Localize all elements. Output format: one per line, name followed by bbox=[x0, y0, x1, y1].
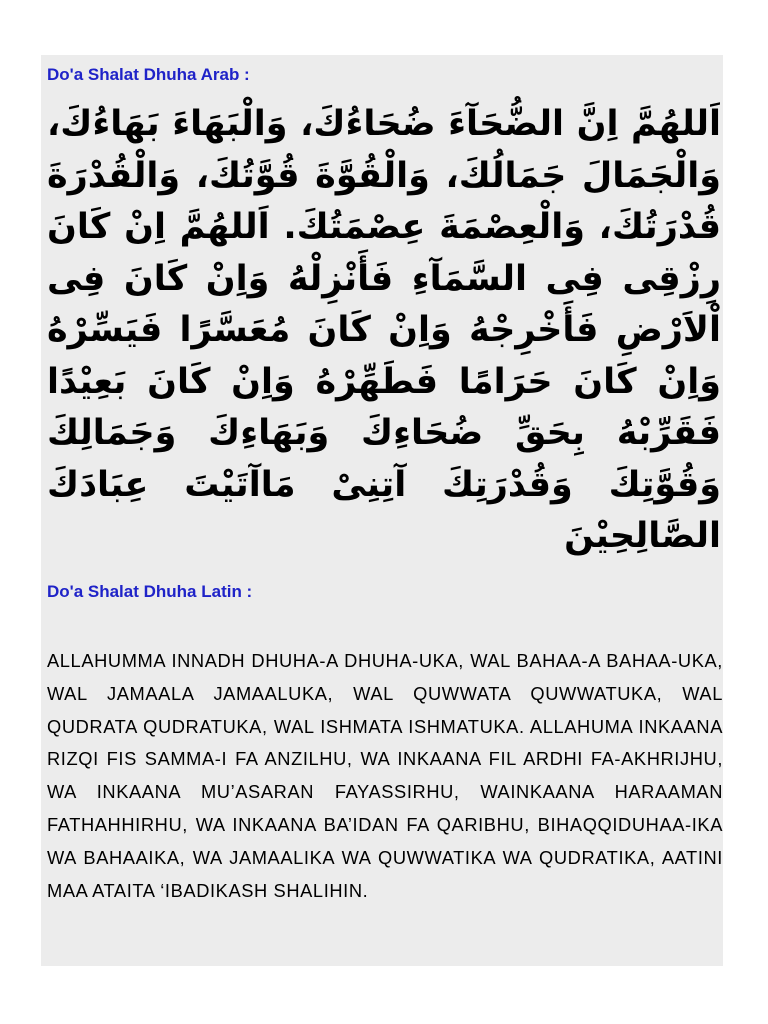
latin-prayer-text: ALLAHUMMA INNADH DHUHA-A DHUHA-UKA, WAL BAHAA-A BAHAA-UKA, WAL JAMAALA JAMAALUKA, WAL QUWWATA QUWWATUKA, WAL QUDRATA QUDRATUKA, WAL ISHMATA ISHMATUKA. ALLAHUMA INKAANA RIZQI FIS SAMMA-I FA ANZILHU, WA INKAANA FIL ARDHI FA-AKHRIJHU, WA INKAANA MU’ASARAN FAYASSIRHU, WAINKAANA HARAAMAN FATHAHHIRHU, WA INKAANA BA’IDAN FA QARIBHU, BIHAQQIDUHAA-IKA WA BAHAAIKA, WA JAMAALIKA WA QUWWATIKA WA QUDRATIKA, AATINI MAA ATAITA ‘IBADIKASH SHALIHIN. bbox=[47, 650, 723, 901]
arabic-section-heading: Do'a Shalat Dhuha Arab : bbox=[47, 65, 250, 84]
latin-section-heading: Do'a Shalat Dhuha Latin : bbox=[47, 582, 253, 601]
arabic-prayer-text: اَللهُمَّ اِنَّ الضُّحَآءَ ضُحَاءُكَ، وَالْبَهَاءَ بَهَاءُكَ، وَالْجَمَالَ جَمَالُكَ، وَالْقُوَّةَ قُوَّتُكَ، وَالْقُدْرَةَ قُدْرَتُكَ، وَالْعِصْمَةَ عِصْمَتُكَ. اَللهُمَّ اِنْ كَانَ رِزْقِى فِى السَّمَآءِ فَأَنْزِلْهُ وَاِنْ كَانَ فِى اْلاَرْضِ فَأَخْرِجْهُ وَاِنْ كَانَ مُعَسَّرًا فَيَسِّرْهُ وَاِنْ كَانَ حَرَامًا فَطَهِّرْهُ وَاِنْ كَانَ بَعِيْدًا فَقَرِّبْهُ بِحَقِّ ضُحَاءِكَ وَبَهَاءِكَ وَجَمَالِكَ وَقُوَّتِكَ وَقُدْرَتِكَ آتِنِىْ مَاآتَيْتَ عِبَادَكَ الصَّالِحِيْنَ bbox=[47, 104, 721, 556]
document-page bbox=[41, 55, 723, 966]
